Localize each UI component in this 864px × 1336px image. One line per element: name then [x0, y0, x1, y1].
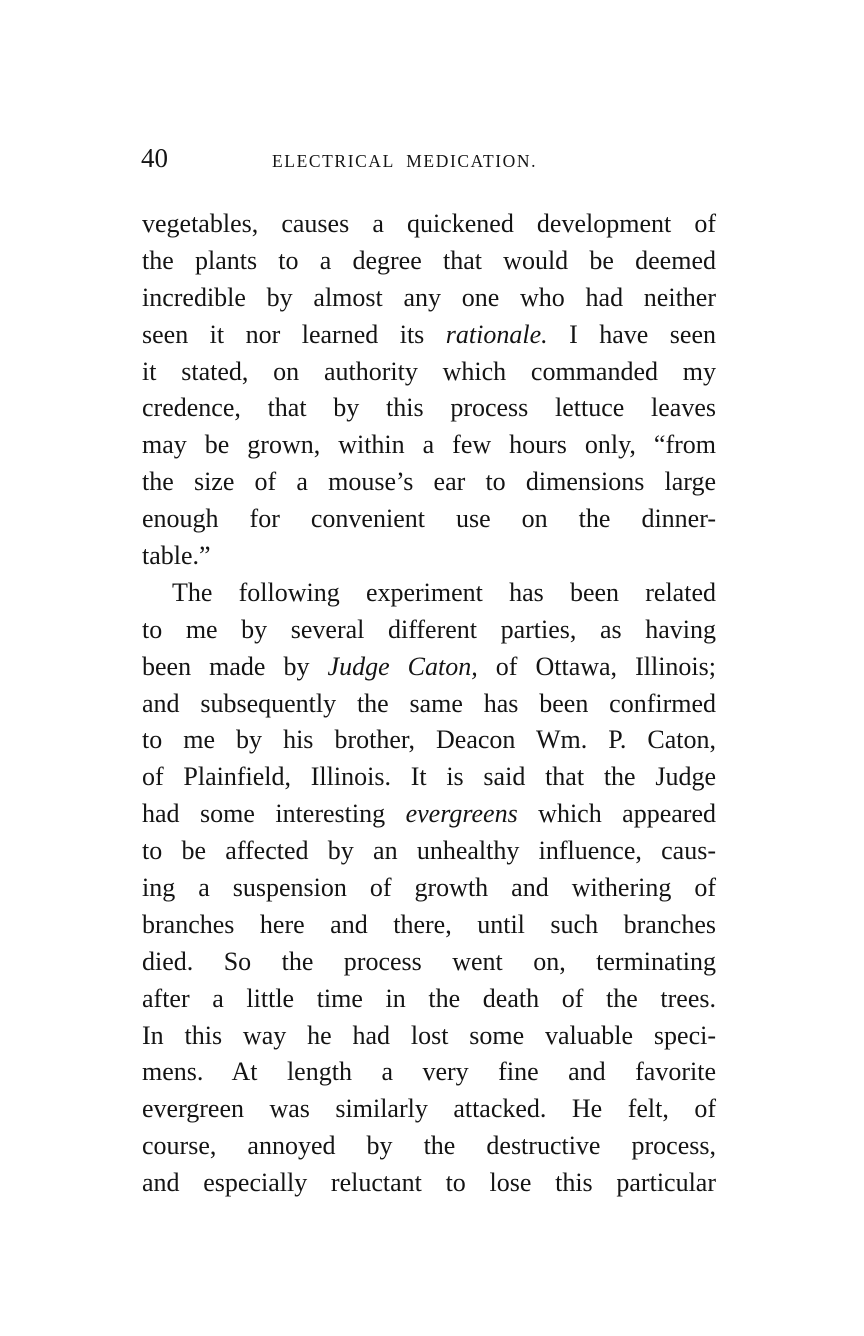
text-line: incredible by almost any one who had neither: [142, 282, 716, 312]
text-line: of Plainfield, Illinois. It is said that the Judge: [142, 762, 716, 792]
text-line: may be grown, within a few hours only, “from: [142, 430, 716, 460]
italic-term: evergreens: [405, 799, 518, 829]
italic-term: rationale.: [445, 319, 548, 349]
text-line: to be affected by an unhealthy influence, caus-: [142, 836, 716, 866]
text-line: enough for convenient use on the dinner-: [142, 504, 716, 534]
text-line: mens. At length a very fine and favorite: [142, 1057, 716, 1087]
text-line: and especially reluctant to lose this particular: [142, 1168, 716, 1198]
italic-term: Judge Caton,: [327, 651, 478, 681]
text-line: evergreen was similarly attacked. He felt, of: [142, 1094, 716, 1124]
text-line: credence, that by this process lettuce leaves: [142, 393, 716, 423]
text-line: seen it nor learned its rationale. I have seen: [142, 319, 717, 349]
text-line: branches here and there, until such branches: [142, 909, 716, 939]
text-line: had some interesting evergreens which appeared: [142, 799, 716, 829]
text-line: course, annoyed by the destructive process,: [142, 1131, 716, 1161]
text-line: died. So the process went on, terminating: [142, 946, 716, 976]
text-line: it stated, on authority which commanded my: [142, 356, 716, 386]
text-line: vegetables, causes a quickened development of: [142, 209, 716, 238]
text-line: to me by several different parties, as having: [142, 614, 716, 644]
text-line: been made by Judge Caton, of Ottawa, Illinois;: [142, 651, 717, 681]
text-line: the plants to a degree that would be deemed: [142, 245, 716, 275]
text-line: and subsequently the same has been confirmed: [142, 688, 716, 718]
body-text: [142, 206, 716, 1202]
text-line: after a little time in the death of the trees.: [142, 983, 716, 1013]
text-line: table.”: [142, 541, 211, 571]
text-line: ing a suspension of growth and withering of: [142, 873, 716, 903]
text-line: to me by his brother, Deacon Wm. P. Caton,: [142, 725, 716, 755]
running-title: ELECTRICAL MEDICATION.: [272, 151, 538, 171]
text-line: The following experiment has been related: [172, 577, 716, 607]
text-line: the size of a mouse’s ear to dimensions large: [142, 467, 716, 497]
page-number: 40: [141, 143, 168, 173]
text-line: In this way he had lost some valuable speci-: [142, 1020, 716, 1050]
